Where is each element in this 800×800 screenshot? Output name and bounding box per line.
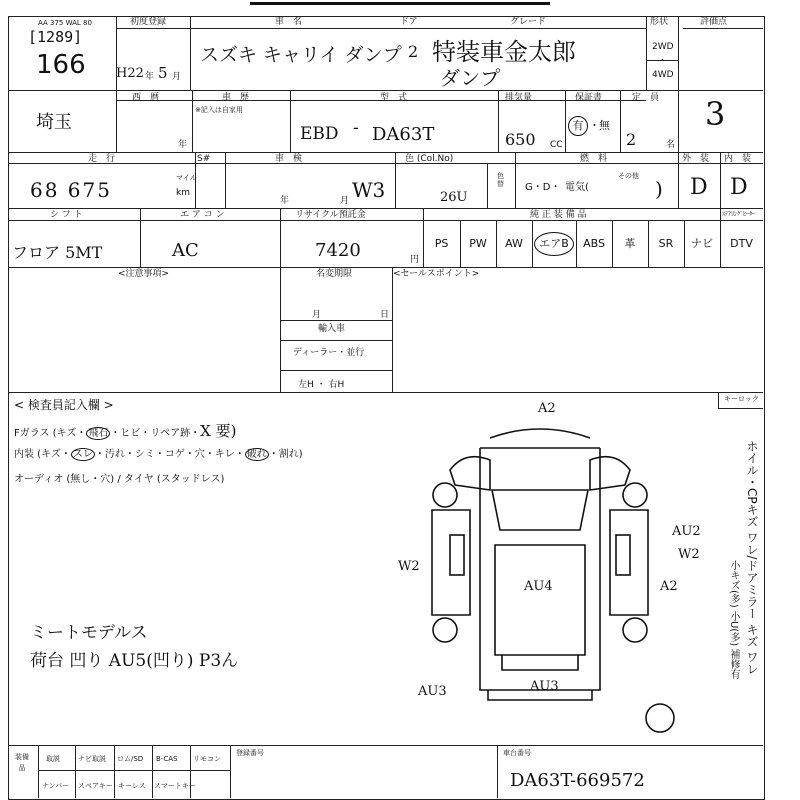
mark-right-2: W2 [678,547,700,562]
eval-score: 3 [705,95,726,133]
warranty-no: 無 [599,119,610,132]
key-lock: キーロック [724,395,759,403]
wheel-rear-right [623,618,647,642]
wheel-front-left [433,483,457,507]
interior-line: 内装 (キズ・ スレ ・汚れ・シミ・コゲ・穴・キレ・ 破れ ・割れ) [14,449,303,460]
bed-floor [495,545,585,655]
aircon-value: AC [172,240,199,261]
label-shape: 形状 [650,17,669,27]
drive-2wd: 2WD [652,42,674,52]
door-count: 2 [408,42,419,61]
label-grade: グレード [510,17,547,27]
top-code: AA 375 WAL 80 [38,19,92,27]
door-left [450,535,464,575]
front-bumper [490,429,590,438]
recycle-value: 7420 [315,240,361,261]
displacement: 650 [505,130,536,149]
color-number: 26U [440,190,468,205]
grade-line1: 特装車金太郎 [432,38,576,66]
label-car-name: 車 名 [275,17,303,27]
windshield [492,490,588,530]
lot-bracket: [1289] [28,28,83,46]
mileage: 68 675 [30,178,112,202]
inspector-title: < 検査員記入欄 > [14,398,114,412]
model-code: DA63T [372,124,435,145]
car-name: スズキ キャリイ ダンプ [200,44,402,66]
equip-sr: SR [658,237,674,250]
drive-4wd: 4WD [652,70,674,80]
label-eval: 評価点 [700,17,728,27]
mark-right-3: A2 [660,579,678,594]
interior-grade: D [730,175,748,200]
capacity: 2 [626,130,637,149]
region-value: 埼玉 [36,112,72,133]
label-door: ドア [400,17,418,27]
equip-leather: 革 [624,237,636,250]
color-value: W3 [352,178,386,202]
mark-front: A2 [538,401,556,416]
handwritten-note-2: 荷台 凹り AU5(凹り) P3ん [30,651,239,671]
mark-left: W2 [398,559,420,574]
door-right [616,535,630,575]
mark-bed: AU4 [524,579,553,594]
handwritten-note-1: ミートモデルス [30,623,148,643]
mark-rear: AU3 [530,679,559,694]
mark-rear-left: AU3 [418,684,447,699]
mirror-left [450,457,490,490]
exterior-grade: D [690,175,708,200]
top-title-remnant [250,0,550,5]
warranty-yes: 有 [568,116,588,136]
shift-value: フロア 5MT [12,243,103,262]
wheel-rear-left [433,618,457,642]
equip-navi: ナビ [691,237,713,250]
fglass-line: Fガラス (キズ・ 飛石 ・ヒビ・リペア跡・X 要) [14,422,237,440]
wheel-front-right [623,483,647,507]
equip-dtv: DTV [730,237,753,250]
equip-ps: PS [434,237,449,250]
side-notes-2: 小キズ(多) 小U(多) 補修有 [728,560,739,680]
mirror-right [590,457,630,490]
vehicle-damage-diagram [398,400,710,720]
cab-outline [480,448,600,690]
equip-airbag: エアB [534,232,574,256]
audio-tire-line: オーディオ (無し・穴) / タイヤ (スタッドレス) [14,474,225,485]
reg-era: H22 [116,66,144,81]
lot-number: 166 [36,50,86,80]
equip-pw: PW [469,237,487,250]
equip-aw: AW [505,237,523,250]
mark-right-1: AU2 [672,524,701,539]
equip-abs: ABS [583,237,605,250]
reg-month: 5 [158,64,168,82]
model-prefix: EBD [300,124,339,144]
grade-line2: ダンプ [440,66,501,90]
label-first-reg: 初度登録 [130,17,167,27]
side-notes: ホイル・CPキズ ワレ/ドアミラー キズ ワレ [745,440,759,676]
chassis-number: DA63T-669572 [510,770,645,791]
